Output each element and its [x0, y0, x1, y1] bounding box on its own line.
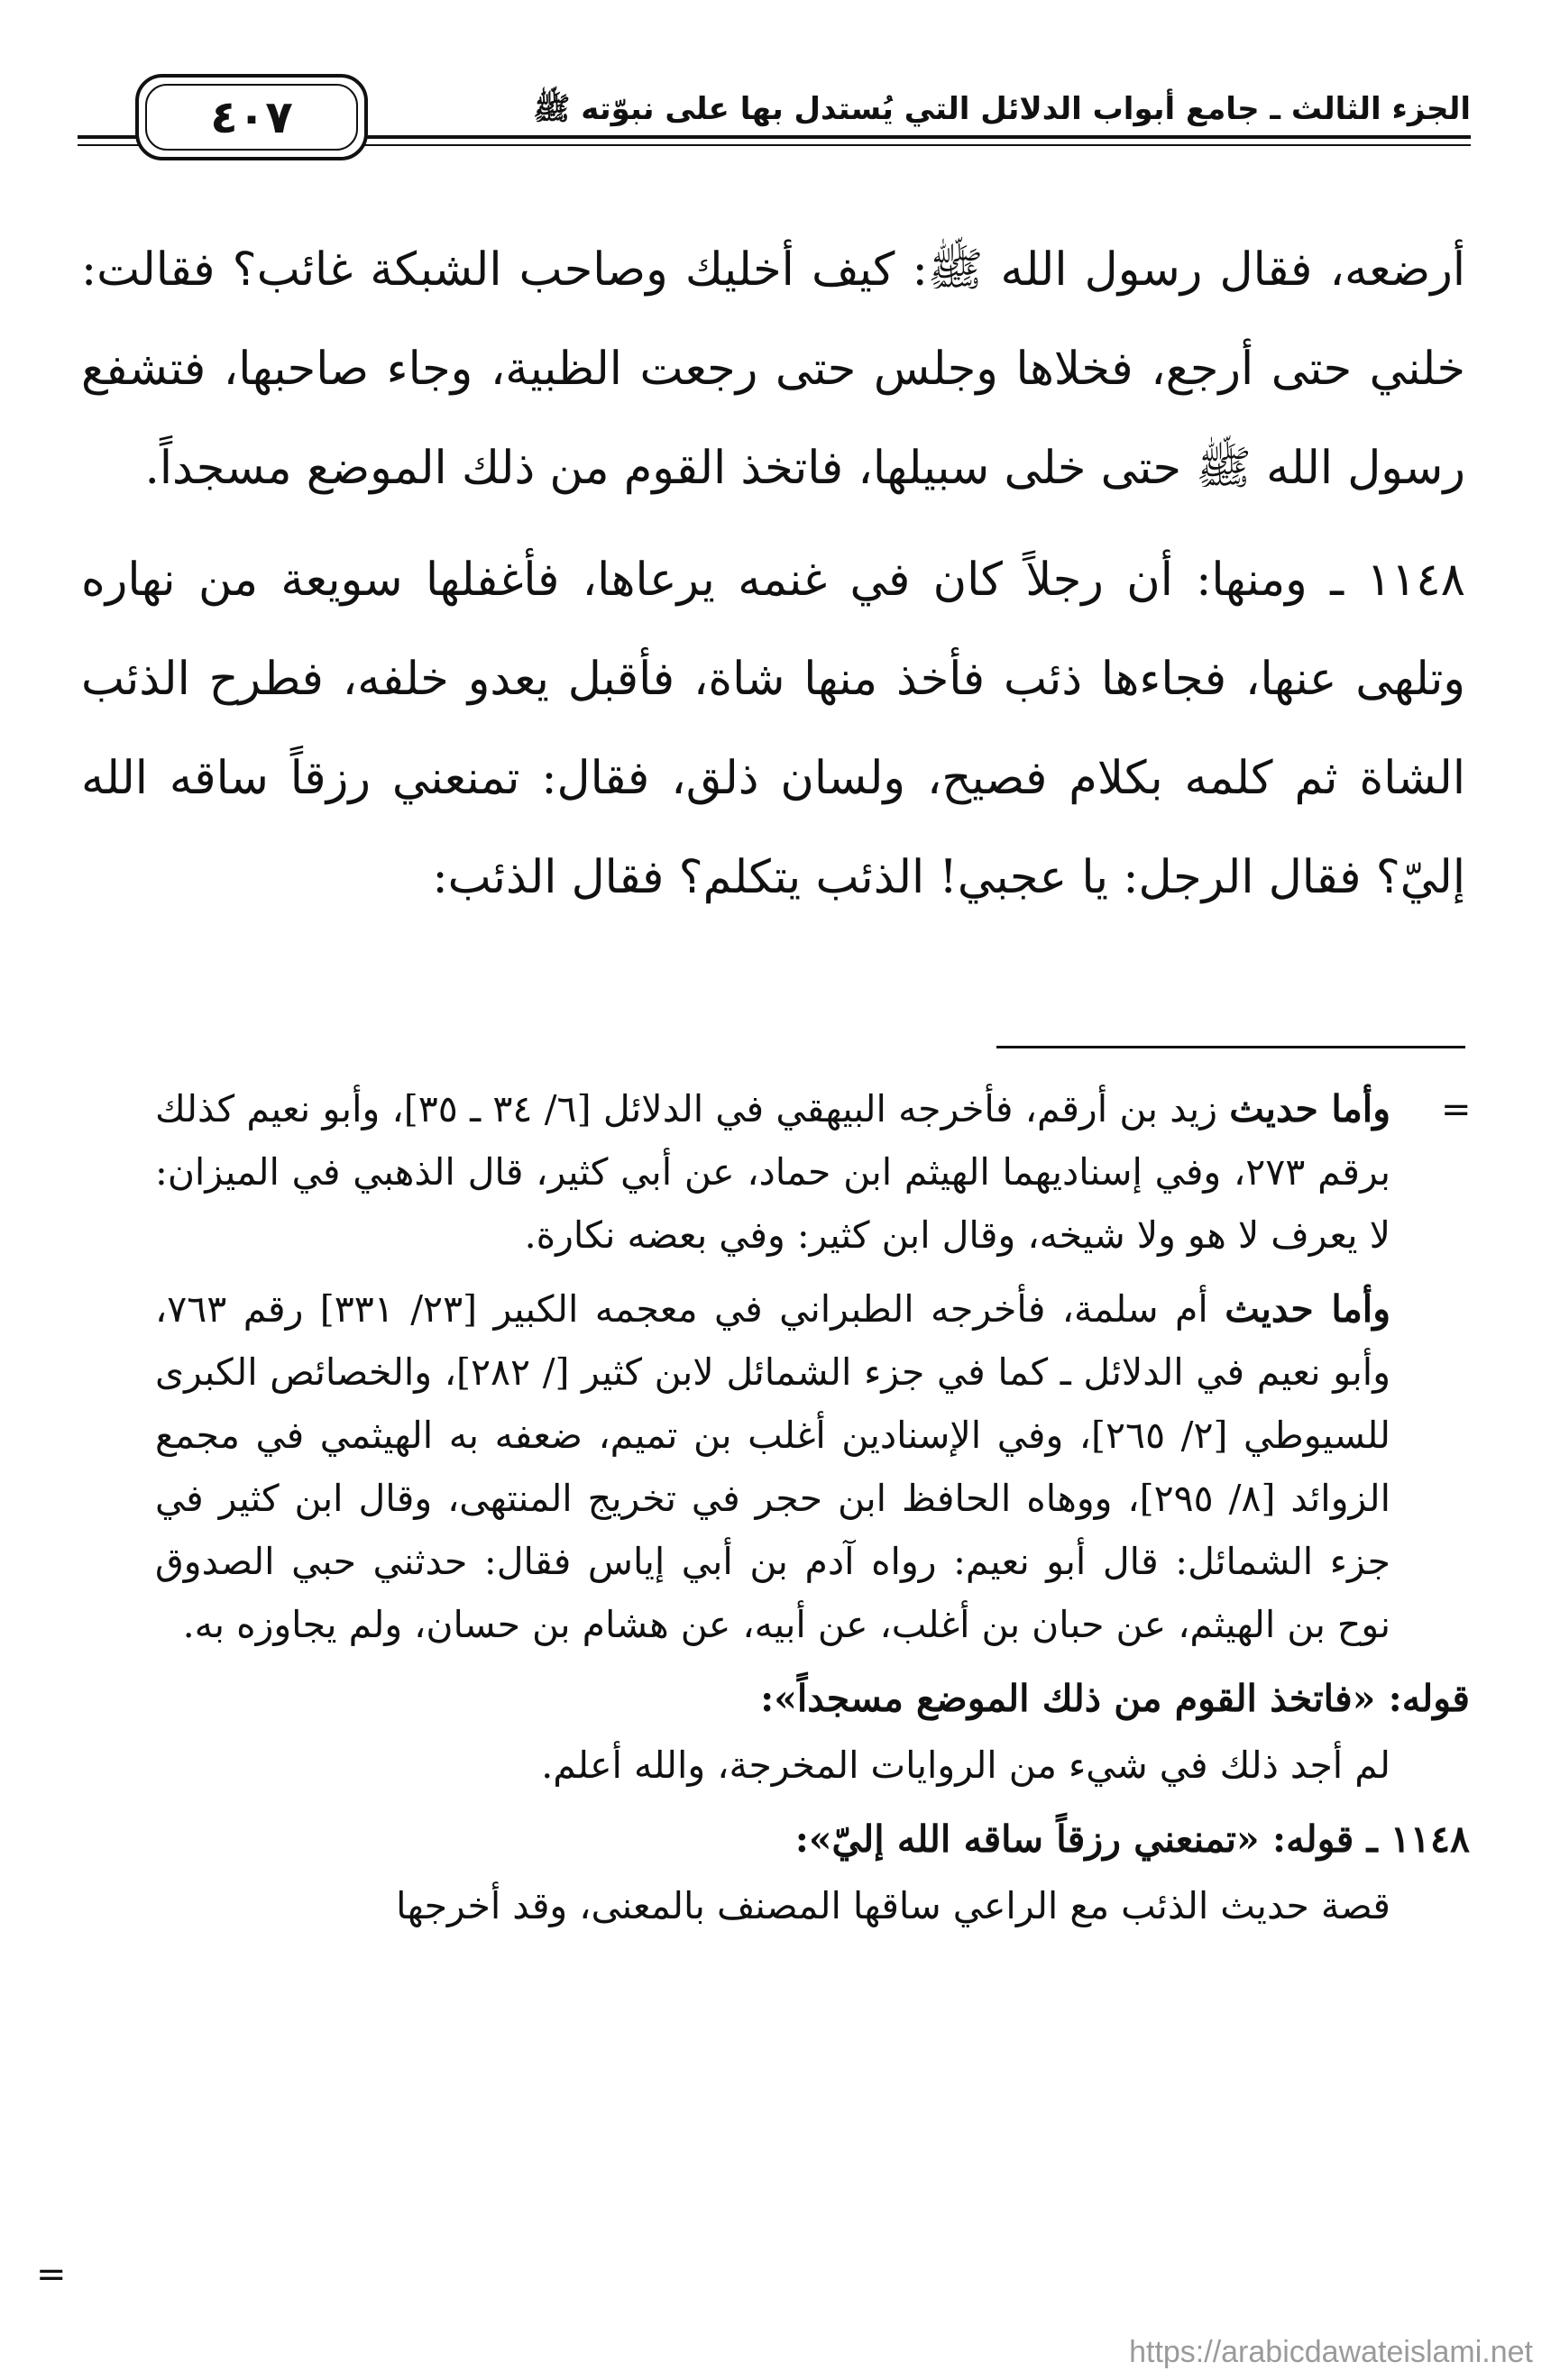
- footnote-lead: وأما حديث: [1225, 1287, 1390, 1331]
- page-header: [78, 74, 1471, 173]
- continuation-mark-bottom: =: [36, 2254, 67, 2295]
- footnote-text: زيد بن أرقم، فأخرجه البيهقي في الدلائل [٦/ ٣٤ ـ ٣٥]، وأبو نعيم كذلك برقم ٢٧٣، وفي إسناديهما الهيثم ابن حماد، عن أبي كثير، قال الذهبي في الميزان: لا يعرف لا هو ولا شيخه، وقال ابن كثير: وفي بعضه نكارة.: [155, 1087, 1391, 1257]
- commentary-heading-2: ١١٤٨ ـ قوله: «تمنعني رزقاً ساقه الله إليّ»:: [794, 1817, 1470, 1861]
- commentary-paragraph-1: لم أجد ذلك في شيء من الروايات المخرجة، والله أعلم.: [541, 1744, 1390, 1787]
- continuation-mark-top: =: [1441, 1089, 1472, 1130]
- page-number-frame: [135, 74, 368, 160]
- footnote-text: أم سلمة، فأخرجه الطبراني في معجمه الكبير [٢٣/ ٣٣١] رقم ٧٦٣، وأبو نعيم في الدلائل ـ كما في جزء الشمائل لابن كثير [/ ٢٨٢]، والخصائص الكبرى للسيوطي [٢/ ٢٦٥]، وفي الإسنادين أغلب بن تميم، ضعفه به الهيثمي في مجمع الزوائد [٨/ ٢٩٥]، ووهاه الحافظ ابن حجر في تخريج المنتهى، وقال ابن كثير في جزء الشمائل: قال أبو نعيم: رواه آدم بن أبي إياس فقال: حدثني حبي الصدوق نوح بن الهيثم، عن حبان بن أغلب، عن أبيه، عن هشام بن حسان، ولم يجاوزه به.: [155, 1287, 1391, 1646]
- main-paragraph-2: ١١٤٨ ـ ومنها: أن رجلاً كان في غنمه يرعاها، فأغفلها سويعة من نهاره وتلهى عنها، فجاءها ذئب فأخذ منها شاة، فأقبل يعدو خلفه، فطرح الذئب الشاة ثم كلمه بكلام فصيح، ولسان ذلق، فقال: تمنعني رزقاً ساقه الله إليّ؟ فقال الرجل: يا عجبي! الذئب يتكلم؟ فقال الذئب:: [81, 554, 1465, 904]
- commentary-paragraph-2: قصة حديث الذئب مع الراعي ساقها المصنف بالمعنى، وقد أخرجها: [396, 1884, 1390, 1927]
- footnote-separator: [996, 1046, 1465, 1048]
- main-paragraph-1: أرضعه، فقال رسول الله ﷺ: كيف أخليك وصاحب الشبكة غائب؟ فقالت: خلني حتى أرجع، فخلاها وجلس حتى رجعت الظبية، وجاء صاحبها، فتشفع رسول الله ﷺ حتى خلى سبيلها، فاتخذ القوم من ذلك الموضع مسجداً.: [81, 243, 1465, 495]
- commentary-heading-1: قوله: «فاتخذ القوم من ذلك الموضع مسجداً»:: [760, 1677, 1470, 1720]
- main-text: [81, 221, 1465, 928]
- watermark-url: https://arabicdawateislami.net: [1129, 2335, 1533, 2369]
- running-title: الجزء الثالث ـ جامع أبواب الدلائل التي يُستدل بها على نبوّته ﷺ: [533, 91, 1471, 127]
- footnote-paragraph-2: [155, 1277, 1390, 1656]
- footnote-paragraph-1: [155, 1077, 1390, 1267]
- footnotes: [81, 1077, 1470, 1948]
- footnote-lead: وأما حديث: [1229, 1087, 1390, 1130]
- page-number: ٤٠٧: [210, 91, 293, 143]
